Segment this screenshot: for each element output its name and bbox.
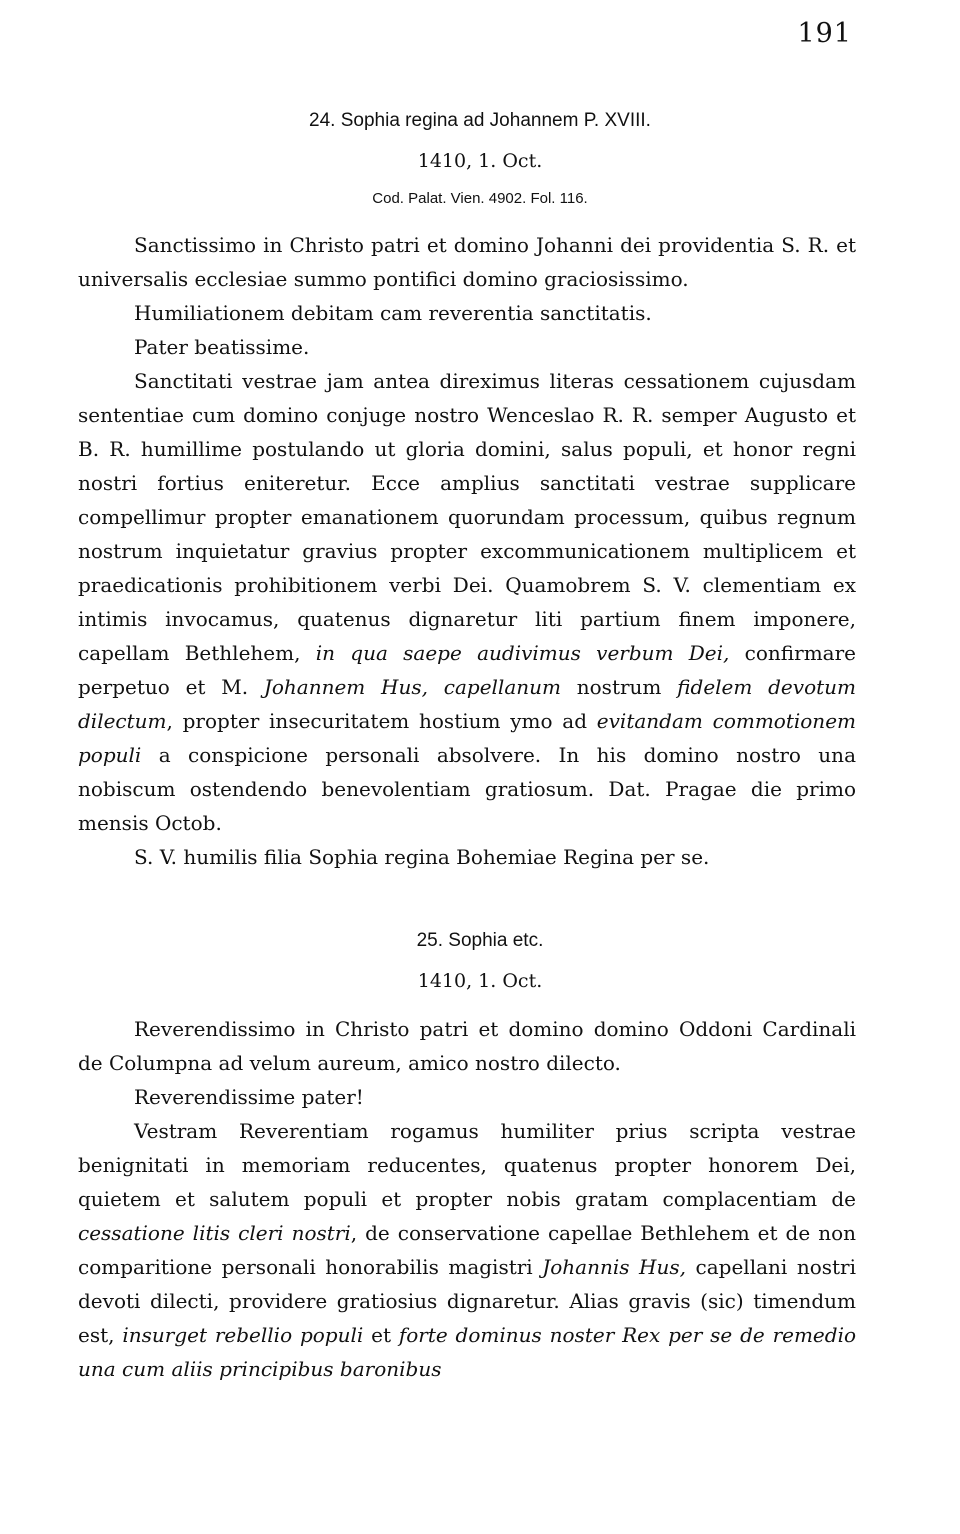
letter-24-address: Sanctissimo in Christo patri et domino Johanni dei providentia S. R. et universalis ecclesiae summo pontifici domino graciosissimo. — [78, 233, 856, 291]
letter-25-body-segment: cessatione litis cleri nostri — [78, 1221, 351, 1245]
letter-25-body-segment: insurget rebellio populi — [122, 1323, 364, 1347]
letter-25-greeting: Reverendissime pater! — [134, 1085, 364, 1109]
letter-24-body-segment: Sanctitati vestrae jam antea direximus literas cessationem cujusdam sententiae cum domino conjuge nostro Wenceslao R. R. semper Augusto et B. R. humillime postulando ut gloria domini, salus populi, et honor regni nostri fortius eniteretur. Ecce amplius sanctitati vestrae supplicare compellimur propter emanationem quorundam processum, quibus regnum nostrum inquietatur gravius propter excommunicationem multiplicem et praedicationis prohibitionem verbi Dei. Quamobrem S. V. clementiam ex intimis invocamus, quatenus dignaretur liti partium finem imponere, capellam Bethlehem, — [78, 369, 856, 665]
letter-24-heading: 24. Sophia regina ad Johannem P. XVIII. — [309, 110, 651, 131]
letter-25-heading: 25. Sophia etc. — [416, 930, 544, 951]
letter-25-address: Reverendissimo in Christo patri et domino domino Oddoni Cardinali de Columpna ad velum aureum, amico nostro dilecto. — [78, 1017, 856, 1075]
letter-24-date: 1410, 1. Oct. — [417, 150, 543, 172]
letter-25-body-segment: Vestram Reverentiam rogamus humiliter prius scripta vestrae benignitati in memoriam reducentes, quatenus propter honorem Dei, quietem et salutem populi et propter nobis gratam complacentiam de — [78, 1119, 856, 1211]
letter-25-date: 1410, 1. Oct. — [417, 970, 543, 992]
letter-24-body-segment: , propter insecuritatem hostium ymo ad — [166, 709, 597, 733]
letter-25-body-segment: capellani nostri devoti dilecti, providere gratiosius dignaretur. Alias gravis (sic) timendum est, — [78, 1255, 856, 1347]
letter-25-body-segment: Johannis Hus, — [542, 1255, 686, 1279]
letter-24-body-segment: a conspicione personali absolvere. In his domino nostro una nobiscum ostendendo benevolentiam gratiosum. Dat. Pragae die primo mensis Octob. — [78, 743, 856, 835]
letter-24-body-segment: Johannem Hus, capellanum — [263, 675, 561, 699]
letter-24-source: Cod. Palat. Vien. 4902. Fol. 116. — [372, 190, 588, 207]
letter-24-body-segment: nostrum — [560, 675, 678, 699]
letter-24-body — [78, 364, 856, 840]
letter-24-signature: S. V. humilis filia Sophia regina Bohemiae Regina per se. — [134, 845, 710, 869]
letter-24-body-segment: evitandam commotionem populi — [78, 709, 856, 767]
page-number: 191 — [797, 18, 852, 49]
letter-25-body-segment: forte dominus noster Rex per se de remedio una cum aliis principibus baronibus — [78, 1323, 857, 1381]
letter-24-salutation-line: Humiliationem debitam cam reverentia sanctitatis. — [134, 301, 652, 325]
letter-24-text — [78, 228, 856, 874]
letter-25-text — [78, 1012, 856, 1386]
letter-25-body-segment: , de conservatione capellae Bethlehem et de non comparitione personali honorabilis magistri — [78, 1221, 856, 1279]
letter-24-body-segment: confirmare perpetuo et M. — [78, 641, 856, 699]
letter-25-body-segment: et — [363, 1323, 399, 1347]
letter-25-body — [78, 1114, 856, 1386]
letter-24-body-segment: fidelem devotum dilectum — [78, 675, 856, 733]
letter-24-body-segment: in qua saepe audivimus verbum Dei, — [315, 641, 730, 665]
letter-24-greeting: Pater beatissime. — [134, 335, 310, 359]
